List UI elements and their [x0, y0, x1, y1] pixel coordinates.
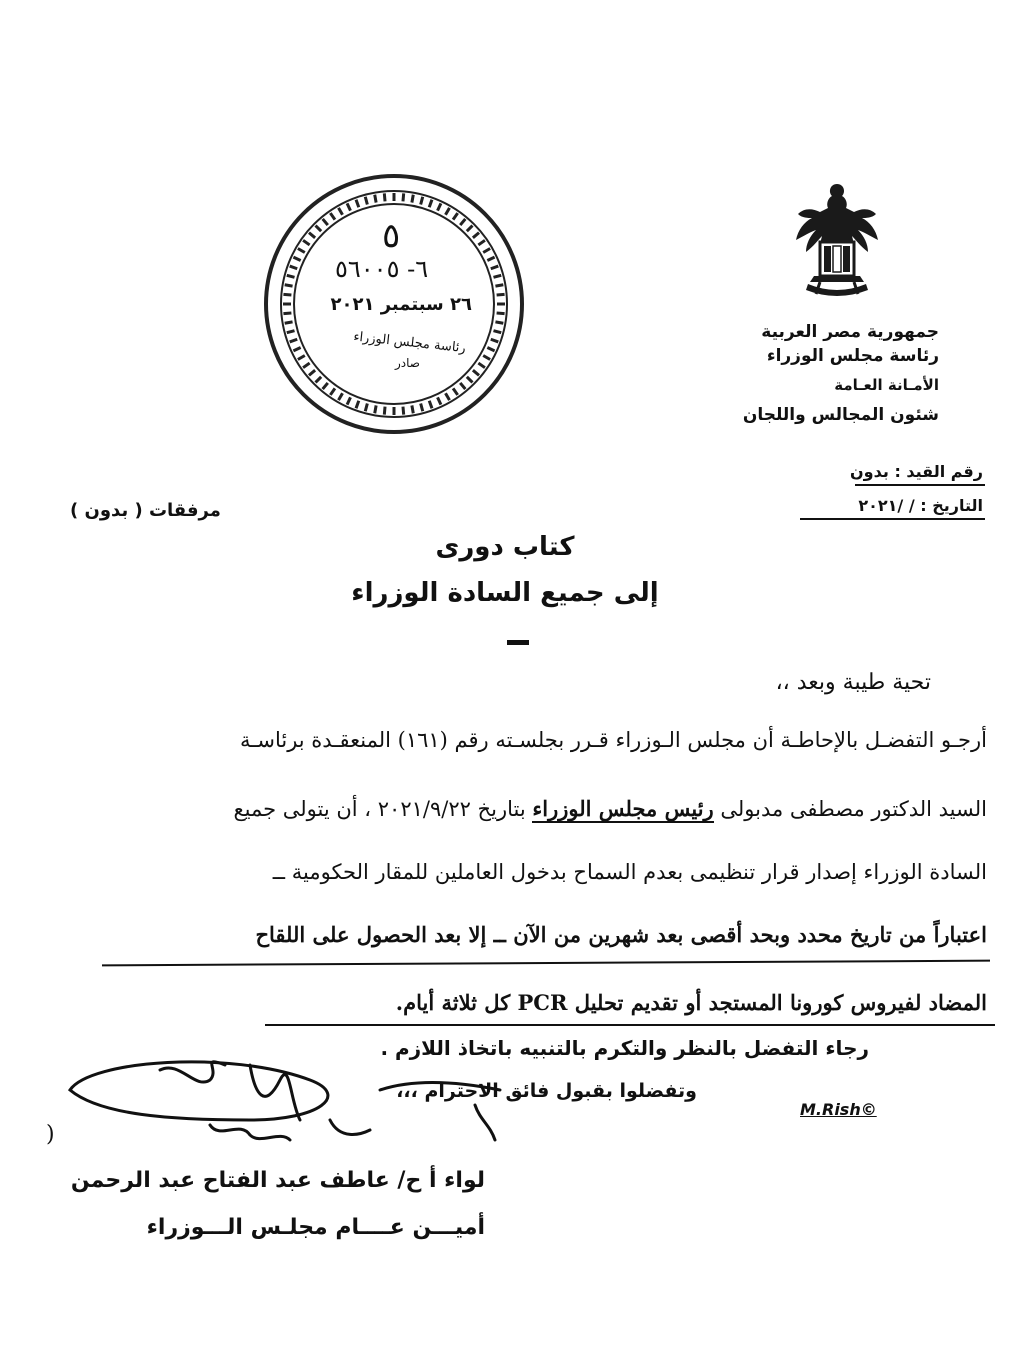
- handwritten-signature: [50, 1050, 510, 1160]
- stamp-tick: [473, 233, 479, 238]
- stamp-tick: [421, 403, 423, 411]
- stamp-tick: [365, 403, 367, 411]
- stamp-tick: [347, 397, 350, 404]
- header-line-presidency: رئاسة مجلس الوزراء: [766, 346, 939, 366]
- stamp-label: رئاسة مجلس الوزراء: [352, 329, 467, 357]
- body-line-4: اعتباراً من تاريخ محدد وبحد أقصى بعد شهرين من الآن ــ إلا بعد الحصول على اللقاح: [255, 922, 987, 947]
- body-line-5: المضاد لفيروس كورونا المستجد أو تقديم تحليل PCR كل ثلاثة أيام.: [395, 990, 987, 1015]
- stamp-tick: [384, 193, 385, 201]
- stamp-tick: [287, 331, 295, 333]
- stamp-tick: [460, 219, 465, 225]
- stamp-tick: [446, 208, 450, 215]
- stamp-tick: [491, 339, 499, 342]
- stamp-tick: [429, 200, 432, 208]
- stamp-tick: [384, 407, 385, 415]
- egypt-eagle-emblem: [790, 178, 885, 308]
- stamp-tick: [491, 266, 499, 269]
- title-prime-minister: رئيس مجلس الوزراء: [532, 796, 714, 821]
- stamp-tick: [467, 226, 473, 232]
- stamp-tick: [356, 401, 359, 409]
- signature-bracket: ): [46, 1122, 55, 1147]
- stamp-tick: [287, 275, 295, 277]
- stamp-tick: [375, 195, 376, 203]
- stamp-tick: [309, 233, 315, 238]
- stamp-tick: [467, 377, 473, 383]
- stamp-tick: [412, 195, 413, 203]
- name-prime-minister: السيد الدكتور مصطفى مدبولى: [720, 797, 987, 821]
- stamp-tick: [309, 370, 315, 375]
- body-request: رجاء التفضل بالنظر والتكرم بالتنبيه باتخاذ اللازم .: [380, 1036, 869, 1060]
- stamp-tick: [495, 285, 503, 286]
- body-line-2: [27, 796, 987, 821]
- stamp-tick: [285, 285, 293, 286]
- stamp-number: ٦- ٥٦٠٠٥: [335, 255, 429, 283]
- stamp-tick: [339, 208, 343, 215]
- stamp-tick: [403, 407, 404, 415]
- title-circular: كتاب دورى: [435, 532, 575, 562]
- stamp-tick: [412, 405, 413, 413]
- stamp-tick: [330, 388, 335, 395]
- header-line-affairs: شئون المجالس واللجان: [742, 405, 939, 425]
- stamp-tick: [453, 388, 458, 395]
- stamp-tick: [429, 401, 432, 409]
- title-dash: [507, 640, 529, 645]
- registry-underline: [855, 484, 985, 486]
- watermark: M.Rish©: [800, 1100, 877, 1119]
- stamp-tick: [303, 240, 310, 245]
- stamp-tick: [497, 313, 505, 314]
- stamp-date: ٢٦ سبتمبر ٢٠٢١: [330, 294, 472, 315]
- stamp-tick: [365, 197, 367, 205]
- stamp-tick: [293, 348, 300, 351]
- stamp-tick: [438, 203, 441, 210]
- stamp-tick: [495, 322, 503, 323]
- title-recipients: إلى جميع السادة الوزراء: [351, 578, 659, 608]
- meeting-date: بتاريخ ٢٠٢١/٩/٢٢ ، أن يتولى جميع: [233, 797, 526, 821]
- stamp-tick: [330, 213, 335, 220]
- stamp-tick: [290, 266, 298, 269]
- stamp-tick: [316, 377, 322, 383]
- signatory-name: لواء أ ح/ عاطف عبد الفتاح عبد الرحمن: [70, 1168, 485, 1193]
- stamp-mark: ٥: [382, 216, 401, 256]
- stamp-tick: [453, 213, 458, 220]
- stamp-tick: [483, 249, 490, 253]
- stamp-tick: [283, 313, 291, 314]
- stamp-tick: [375, 405, 376, 413]
- closing-regards: وتفضلوا بقبول فائق الاحترام ،،،: [396, 1080, 697, 1102]
- body-line-1: أرجـو التفضـل بالإحاطـة أن مجلس الـوزراء قـرر بجلسـته رقم (١٦١) المنعقـدة برئاسـة: [239, 728, 987, 752]
- stamp-tick: [497, 294, 505, 295]
- stamp-tick: [298, 249, 305, 253]
- header-line-secretariat: الأمـانة العـامة: [834, 376, 939, 394]
- stamp-tick: [487, 348, 494, 351]
- stamp-tick: [316, 226, 322, 232]
- stamp-tick: [478, 240, 485, 245]
- stamp-tick: [438, 397, 441, 404]
- stamp-tick: [285, 322, 293, 323]
- signatory-position: أميـــن عــــام مجلـس الـــوزراء: [146, 1215, 485, 1240]
- stamp-tick: [487, 257, 494, 260]
- registry-number: رقم القيد : بدون: [850, 462, 983, 481]
- stamp-tick: [339, 393, 343, 400]
- stamp-tick: [347, 203, 350, 210]
- header-line-republic: جمهورية مصر العربية: [761, 322, 939, 342]
- stamp-issued: صادر: [395, 356, 420, 370]
- stamp-tick: [493, 331, 501, 333]
- body-line-3: السادة الوزراء إصدار قرار تنظيمى بعدم السماح بدخول العاملين للمقار الحكومية ــ: [272, 860, 987, 884]
- attachments: مرفقات ( بدون ): [70, 500, 221, 521]
- stamp-tick: [303, 363, 310, 368]
- stamp-tick: [478, 363, 485, 368]
- stamp-tick: [421, 197, 423, 205]
- stamp-tick: [323, 219, 328, 225]
- hand-underline-line5: [265, 1024, 995, 1026]
- stamp-tick: [460, 383, 465, 389]
- stamp-tick: [473, 370, 479, 375]
- hand-underline-line4: [102, 960, 990, 967]
- stamp-tick: [403, 193, 404, 201]
- stamp-tick: [290, 339, 298, 342]
- stamp-tick: [293, 257, 300, 260]
- date-underline: [800, 518, 985, 520]
- stamp-tick: [323, 383, 328, 389]
- stamp-tick: [283, 294, 291, 295]
- stamp-tick: [493, 275, 501, 277]
- stamp-tick: [298, 356, 305, 360]
- greeting: تحية طيبة وبعد ،،: [775, 670, 931, 695]
- stamp-tick: [356, 200, 359, 208]
- document-date: التاريخ : / /٢٠٢١: [858, 496, 983, 515]
- stamp-tick: [483, 356, 490, 360]
- stamp-tick: [446, 393, 450, 400]
